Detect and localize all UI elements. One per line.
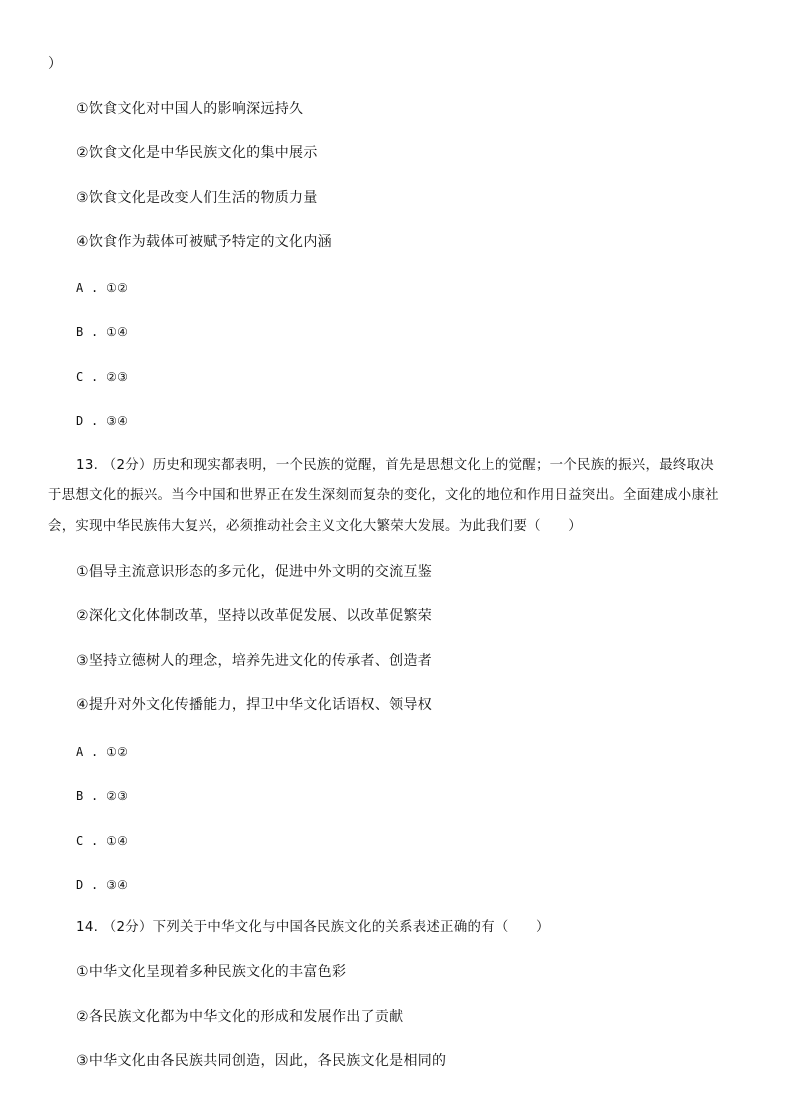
- q14-statement-2: ②各民族文化都为中华文化的形成和发展作出了贡献: [76, 1009, 404, 1025]
- q13-stem-line-3: 会，实现中华民族伟大复兴，必须推动社会主义文化大繁荣大发展。为此我们要（ ）: [48, 519, 582, 534]
- q14-stem: 14. （2分）下列关于中华文化与中国各民族文化的关系表述正确的有（ ）: [76, 920, 550, 935]
- q13-stem-line-2: 于思想文化的振兴。当今中国和世界正在发生深刻而复杂的变化，文化的地位和作用日益突出。全面建成小康社: [48, 488, 719, 503]
- q13-statement-2: ②深化文化体制改革，坚持以改革促发展、以改革促繁荣: [76, 608, 433, 624]
- q13-statement-4: ④提升对外文化传播能力，捍卫中华文化话语权、领导权: [76, 697, 433, 713]
- q12-statement-3: ③饮食文化是改变人们生活的物质力量: [76, 190, 318, 206]
- q12-statement-2: ②饮食文化是中华民族文化的集中展示: [76, 145, 318, 161]
- q13-stem-line-1: 13. （2分）历史和现实都表明，一个民族的觉醒，首先是思想文化上的觉醒；一个民族的振兴，最终取决: [76, 458, 714, 473]
- q14-statement-3: ③中华文化由各民族共同创造，因此，各民族文化是相同的: [76, 1053, 447, 1069]
- q13-option-c[interactable]: C . ①④: [76, 834, 129, 848]
- q12-option-b[interactable]: B . ①④: [76, 325, 129, 339]
- q12-option-c[interactable]: C . ②③: [76, 370, 129, 384]
- q12-statement-1: ①饮食文化对中国人的影响深远持久: [76, 101, 304, 117]
- q12-option-d[interactable]: D . ③④: [76, 414, 129, 428]
- q12-statement-4: ④饮食作为载体可被赋予特定的文化内涵: [76, 234, 332, 250]
- q13-option-b[interactable]: B . ②③: [76, 789, 129, 803]
- q13-option-d[interactable]: D . ③④: [76, 878, 129, 892]
- q13-statement-3: ③坚持立德树人的理念，培养先进文化的传承者、创造者: [76, 653, 433, 669]
- q13-option-a[interactable]: A . ①②: [76, 745, 129, 759]
- lead-paren: ）: [48, 56, 63, 72]
- q12-option-a[interactable]: A . ①②: [76, 281, 129, 295]
- q14-statement-1: ①中华文化呈现着多种民族文化的丰富色彩: [76, 964, 347, 980]
- q13-statement-1: ①倡导主流意识形态的多元化，促进中外文明的交流互鉴: [76, 564, 433, 580]
